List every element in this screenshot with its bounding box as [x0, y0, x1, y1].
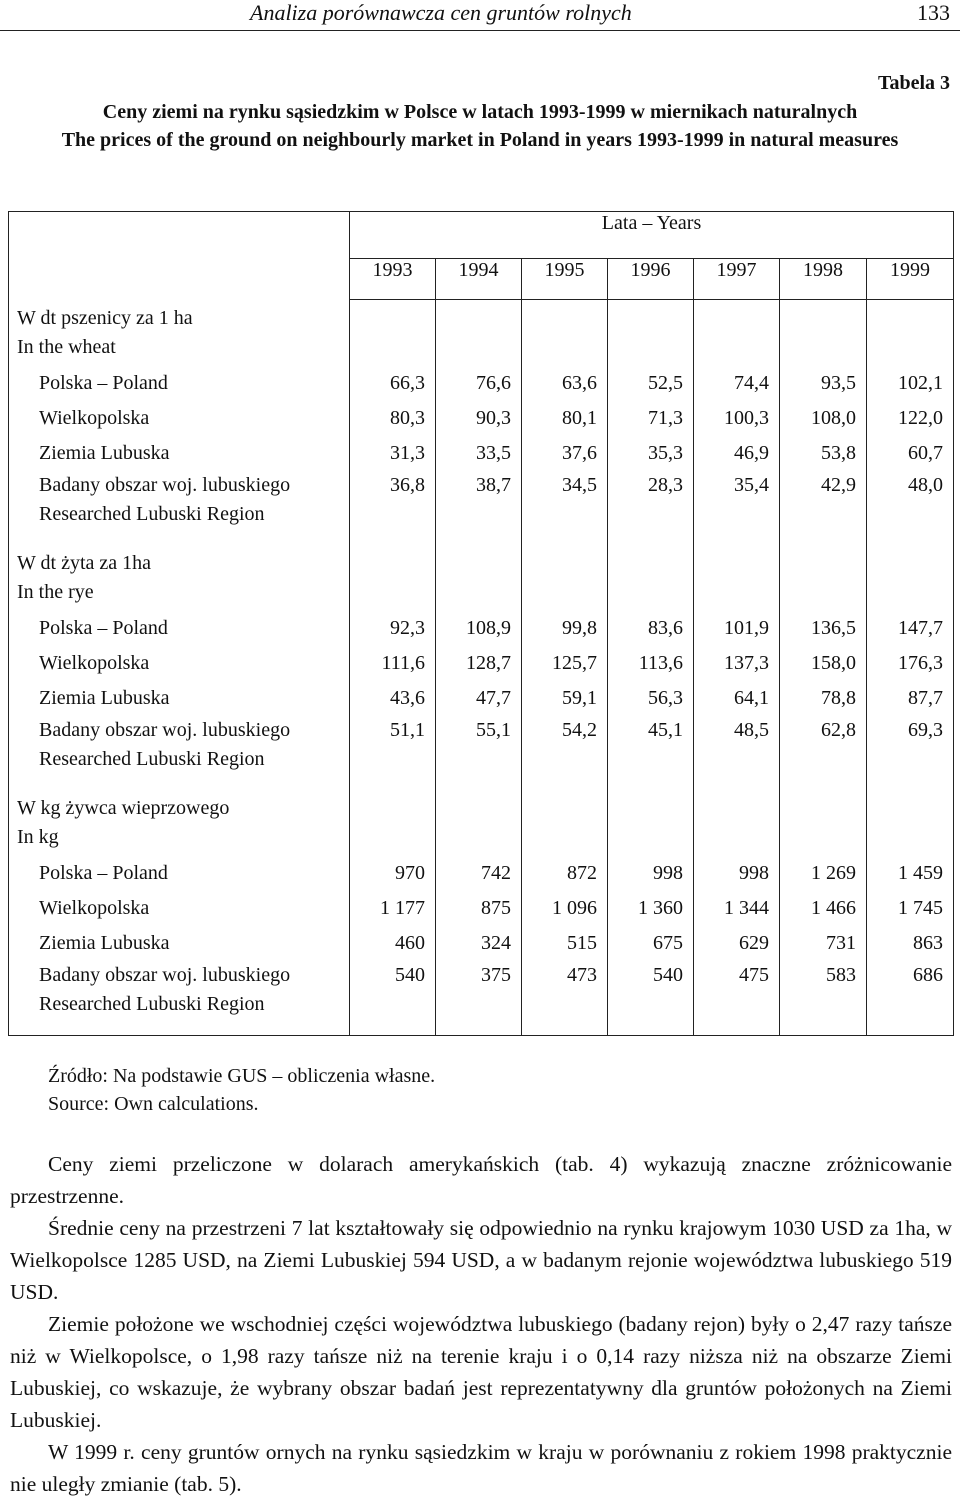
group-header-row — [9, 300, 954, 366]
table-row — [9, 471, 954, 535]
value-cell: 998 — [608, 856, 694, 891]
value-cell: 375 — [436, 961, 522, 1025]
paragraph: Ceny ziemi przeliczone w dolarach amerykańskich (tab. 4) wykazują znaczne zróżnicowanie przestrzenne. — [10, 1152, 952, 1208]
empty-cell — [867, 300, 954, 366]
row-label-cell — [9, 366, 350, 401]
row-label-cell — [9, 961, 350, 1025]
row-label-line: Ziemia Lubuska — [39, 441, 170, 464]
value-cell: 1 344 — [694, 891, 780, 926]
value-cell: 48,5 — [694, 716, 780, 780]
value-cell: 1 360 — [608, 891, 694, 926]
row-label-cell — [9, 926, 350, 961]
value-cell: 686 — [867, 961, 954, 1025]
group-title-cell — [9, 300, 350, 366]
value-cell: 872 — [522, 856, 608, 891]
value-cell: 108,9 — [436, 611, 522, 646]
table-label: Tabela 3 — [877, 72, 950, 94]
group-title-line: In kg — [17, 825, 59, 848]
value-cell: 515 — [522, 926, 608, 961]
group-title-line: In the rye — [17, 580, 94, 603]
value-cell: 1 269 — [780, 856, 867, 891]
value-cell: 28,3 — [608, 471, 694, 535]
spacer-cell — [9, 535, 350, 545]
spacer-cell — [350, 780, 436, 790]
value-cell: 324 — [436, 926, 522, 961]
source-polish: Źródło: Na podstawie GUS – obliczenia własne. — [48, 1065, 436, 1087]
row-label-cell — [9, 436, 350, 471]
value-cell: 33,5 — [436, 436, 522, 471]
source-english: Source: Own calculations. — [48, 1093, 259, 1115]
row-label-line: Wielkopolska — [39, 651, 150, 674]
table-row — [9, 646, 954, 681]
value-cell: 122,0 — [867, 401, 954, 436]
value-cell: 43,6 — [350, 681, 436, 716]
empty-cell — [350, 545, 436, 611]
value-cell: 46,9 — [694, 436, 780, 471]
empty-cell — [608, 300, 694, 366]
value-cell: 60,7 — [867, 436, 954, 471]
value-cell: 540 — [608, 961, 694, 1025]
spacer-cell — [436, 1025, 522, 1036]
value-cell: 629 — [694, 926, 780, 961]
spacer-cell — [867, 535, 954, 545]
empty-cell — [522, 545, 608, 611]
value-cell: 111,6 — [350, 646, 436, 681]
empty-cell — [780, 545, 867, 611]
stub-header — [9, 212, 350, 300]
spacer-cell — [436, 780, 522, 790]
paragraph: Średnie ceny na przestrzeni 7 lat kształtowały się odpowiednio na rynku krajowym 1030 USD za 1ha, w Wielkopolsce 1285 USD, na Ziemi Lubuskiej 594 USD, a w badanym rejonie województwa lubuskiego 519 USD. — [10, 1216, 952, 1304]
value-cell: 460 — [350, 926, 436, 961]
row-label-line: Wielkopolska — [39, 896, 150, 919]
group-title-line: W dt pszenicy za 1 ha — [17, 306, 193, 329]
row-label-cell — [9, 611, 350, 646]
value-cell: 90,3 — [436, 401, 522, 436]
year-header-cell: 1996 — [608, 259, 694, 300]
value-cell: 1 466 — [780, 891, 867, 926]
spacer-row — [9, 1025, 954, 1036]
value-cell: 69,3 — [867, 716, 954, 780]
year-header-cell: 1998 — [780, 259, 867, 300]
value-cell: 47,7 — [436, 681, 522, 716]
value-cell: 78,8 — [780, 681, 867, 716]
empty-cell — [608, 545, 694, 611]
years-header: Lata – Years — [350, 212, 954, 259]
spacer-row — [9, 780, 954, 790]
value-cell: 64,1 — [694, 681, 780, 716]
value-cell: 1 459 — [867, 856, 954, 891]
value-cell: 36,8 — [350, 471, 436, 535]
value-cell: 998 — [694, 856, 780, 891]
value-cell: 54,2 — [522, 716, 608, 780]
value-cell: 66,3 — [350, 366, 436, 401]
row-label-line: Badany obszar woj. lubuskiego — [39, 473, 291, 496]
value-cell: 742 — [436, 856, 522, 891]
value-cell: 93,5 — [780, 366, 867, 401]
spacer-cell — [522, 780, 608, 790]
paragraph: W 1999 r. ceny gruntów ornych na rynku sąsiedzkim w kraju w porównaniu z rokiem 1998 praktycznie nie uległy zmianie (tab. 5). — [10, 1440, 952, 1496]
table-row — [9, 401, 954, 436]
group-header-row — [9, 790, 954, 856]
row-label-line: Wielkopolska — [39, 406, 150, 429]
empty-cell — [522, 790, 608, 856]
table-row — [9, 681, 954, 716]
value-cell: 125,7 — [522, 646, 608, 681]
value-cell: 158,0 — [780, 646, 867, 681]
value-cell: 147,7 — [867, 611, 954, 646]
value-cell: 136,5 — [780, 611, 867, 646]
value-cell: 1 177 — [350, 891, 436, 926]
value-cell: 176,3 — [867, 646, 954, 681]
page-number: 133 — [917, 0, 950, 25]
empty-cell — [522, 300, 608, 366]
value-cell: 87,7 — [867, 681, 954, 716]
prices-table — [8, 211, 954, 1036]
value-cell: 99,8 — [522, 611, 608, 646]
year-header-cell: 1994 — [436, 259, 522, 300]
row-label-line: Researched Lubuski Region — [39, 992, 265, 1015]
group-title-line: W dt żyta za 1ha — [17, 551, 152, 574]
value-cell: 37,6 — [522, 436, 608, 471]
spacer-cell — [608, 535, 694, 545]
row-label-cell — [9, 891, 350, 926]
value-cell: 48,0 — [867, 471, 954, 535]
spacer-cell — [694, 780, 780, 790]
group-title-cell — [9, 545, 350, 611]
group-title-line: In the wheat — [17, 335, 116, 358]
empty-cell — [867, 545, 954, 611]
spacer-cell — [780, 1025, 867, 1036]
empty-cell — [436, 300, 522, 366]
spacer-cell — [608, 1025, 694, 1036]
value-cell: 83,6 — [608, 611, 694, 646]
empty-cell — [436, 545, 522, 611]
row-label-line: Badany obszar woj. lubuskiego — [39, 963, 291, 986]
value-cell: 113,6 — [608, 646, 694, 681]
value-cell: 1 096 — [522, 891, 608, 926]
spacer-cell — [9, 780, 350, 790]
spacer-cell — [608, 780, 694, 790]
value-cell: 137,3 — [694, 646, 780, 681]
value-cell: 108,0 — [780, 401, 867, 436]
value-cell: 52,5 — [608, 366, 694, 401]
spacer-cell — [780, 780, 867, 790]
table-caption-english: The prices of the ground on neighbourly market in Poland in years 1993-1999 in natural measures — [61, 129, 899, 151]
value-cell: 731 — [780, 926, 867, 961]
group-title-cell — [9, 790, 350, 856]
row-label-line: Badany obszar woj. lubuskiego — [39, 718, 291, 741]
table-row — [9, 716, 954, 780]
group-header-row — [9, 545, 954, 611]
value-cell: 473 — [522, 961, 608, 1025]
spacer-cell — [350, 1025, 436, 1036]
year-header-cell: 1995 — [522, 259, 608, 300]
empty-cell — [867, 790, 954, 856]
value-cell: 34,5 — [522, 471, 608, 535]
value-cell: 102,1 — [867, 366, 954, 401]
value-cell: 38,7 — [436, 471, 522, 535]
value-cell: 71,3 — [608, 401, 694, 436]
value-cell: 59,1 — [522, 681, 608, 716]
empty-cell — [694, 790, 780, 856]
running-title: Analiza porównawcza cen gruntów rolnych — [250, 0, 632, 25]
value-cell: 875 — [436, 891, 522, 926]
row-label-cell — [9, 646, 350, 681]
spacer-row — [9, 535, 954, 545]
value-cell: 62,8 — [780, 716, 867, 780]
row-label-line: Ziemia Lubuska — [39, 931, 170, 954]
value-cell: 63,6 — [522, 366, 608, 401]
value-cell: 56,3 — [608, 681, 694, 716]
spacer-cell — [867, 780, 954, 790]
value-cell: 100,3 — [694, 401, 780, 436]
value-cell: 863 — [867, 926, 954, 961]
empty-cell — [694, 545, 780, 611]
year-header-cell: 1999 — [867, 259, 954, 300]
year-header-cell: 1997 — [694, 259, 780, 300]
value-cell: 51,1 — [350, 716, 436, 780]
row-label-cell — [9, 401, 350, 436]
spacer-cell — [867, 1025, 954, 1036]
spacer-cell — [694, 1025, 780, 1036]
value-cell: 92,3 — [350, 611, 436, 646]
value-cell: 42,9 — [780, 471, 867, 535]
table-source — [48, 1062, 435, 1118]
value-cell: 475 — [694, 961, 780, 1025]
value-cell: 55,1 — [436, 716, 522, 780]
value-cell: 53,8 — [780, 436, 867, 471]
table-row — [9, 436, 954, 471]
table-row — [9, 926, 954, 961]
table-row — [9, 366, 954, 401]
table-row — [9, 961, 954, 1025]
value-cell: 1 745 — [867, 891, 954, 926]
value-cell: 80,1 — [522, 401, 608, 436]
empty-cell — [780, 300, 867, 366]
table-row — [9, 856, 954, 891]
value-cell: 31,3 — [350, 436, 436, 471]
value-cell: 970 — [350, 856, 436, 891]
group-title-line: W kg żywca wieprzowego — [17, 796, 230, 819]
empty-cell — [694, 300, 780, 366]
row-label-cell — [9, 716, 350, 780]
table-row — [9, 891, 954, 926]
value-cell: 540 — [350, 961, 436, 1025]
empty-cell — [350, 300, 436, 366]
value-cell: 128,7 — [436, 646, 522, 681]
body-text — [10, 1148, 952, 1500]
value-cell: 76,6 — [436, 366, 522, 401]
spacer-cell — [522, 1025, 608, 1036]
row-label-line: Polska – Poland — [39, 616, 168, 639]
row-label-line: Polska – Poland — [39, 861, 168, 884]
value-cell: 35,4 — [694, 471, 780, 535]
running-header — [0, 0, 960, 31]
spacer-cell — [522, 535, 608, 545]
row-label-line: Ziemia Lubuska — [39, 686, 170, 709]
value-cell: 45,1 — [608, 716, 694, 780]
row-label-cell — [9, 681, 350, 716]
row-label-line: Researched Lubuski Region — [39, 502, 265, 525]
spacer-cell — [694, 535, 780, 545]
table-caption-polish: Ceny ziemi na rynku sąsiedzkim w Polsce w latach 1993-1999 w miernikach naturalnych — [102, 101, 858, 123]
spacer-cell — [350, 535, 436, 545]
paragraph: Ziemie położone we wschodniej części województwa lubuskiego (badany rejon) były o 2,47 razy tańsze niż w Wielkopolsce, o 1,98 razy tańsze niż na terenie kraju i o 0,14 razy niższa niż na obszarze Ziemi Lubuskiej, co wskazuje, że wybrany obszar badań jest reprezentatywny dla gruntów położonych na Ziemi Lubuskiej. — [10, 1312, 952, 1432]
empty-cell — [350, 790, 436, 856]
empty-cell — [780, 790, 867, 856]
value-cell: 583 — [780, 961, 867, 1025]
empty-cell — [436, 790, 522, 856]
row-label-line: Researched Lubuski Region — [39, 747, 265, 770]
spacer-cell — [780, 535, 867, 545]
row-label-cell — [9, 471, 350, 535]
value-cell: 675 — [608, 926, 694, 961]
value-cell: 74,4 — [694, 366, 780, 401]
year-header-cell: 1993 — [350, 259, 436, 300]
value-cell: 101,9 — [694, 611, 780, 646]
value-cell: 80,3 — [350, 401, 436, 436]
row-label-line: Polska – Poland — [39, 371, 168, 394]
value-cell: 35,3 — [608, 436, 694, 471]
spacer-cell — [9, 1025, 350, 1036]
empty-cell — [608, 790, 694, 856]
row-label-cell — [9, 856, 350, 891]
spacer-cell — [436, 535, 522, 545]
table-row — [9, 611, 954, 646]
